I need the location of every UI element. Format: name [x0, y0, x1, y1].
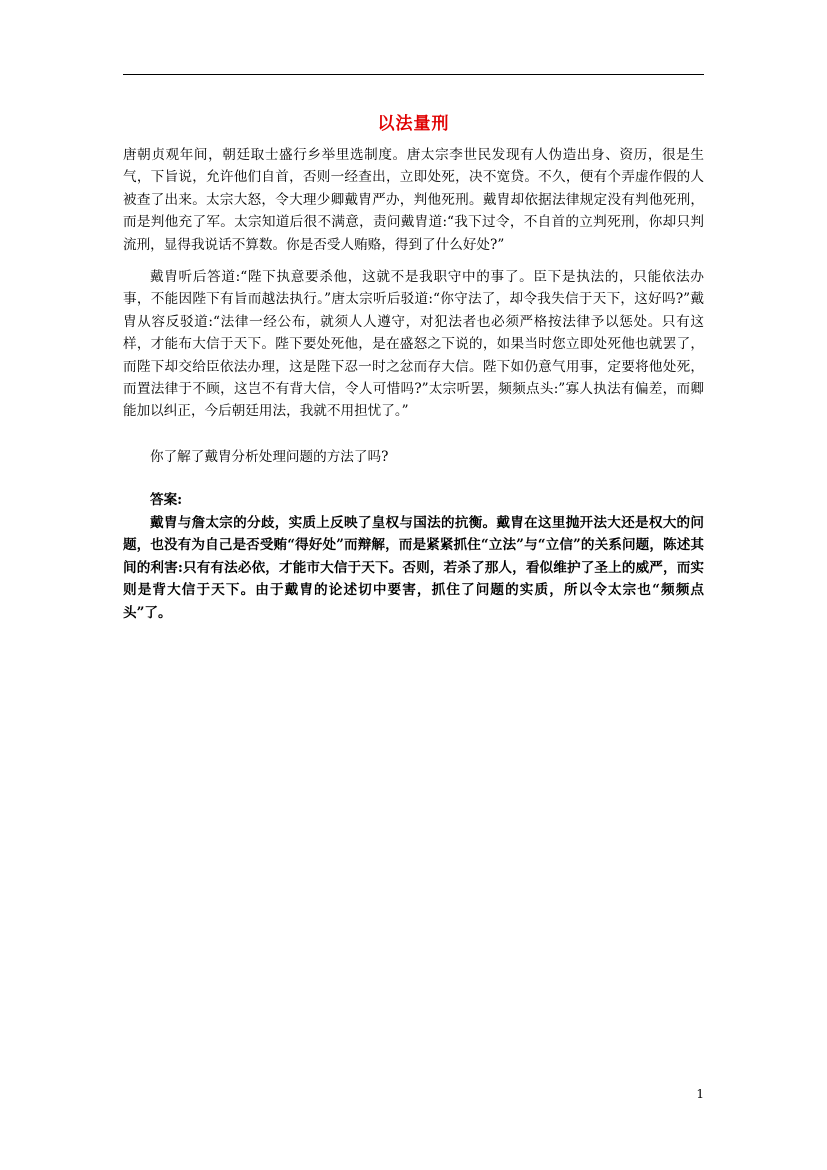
page-number: 1	[696, 1087, 704, 1101]
answer-label: 答案:	[150, 492, 183, 508]
header-rule	[123, 74, 704, 75]
question-paragraph: 你了解了戴胄分析处理问题的方法了吗?	[150, 449, 389, 465]
paragraph-2: 戴胄听后答道:“陛下执意要杀他，这就不是我职守中的事了。臣下是执法的，只能依法办事，不能因陛下有旨而越法执行。”唐太宗听后驳道:“你守法了，却令我失信于天下，这好吗?”戴胄从容反驳道:“法律一经公布，就须人人遵守，对犯法者也必须严格按法律予以惩处。只有这样，才能布大信于天下。陛下要处死他，是在盛怒之下说的，如果当时您立即处死他也就罢了，而陛下却交给臣依法办理，这是陛下忍一时之忿而存大信。陛下如仍意气用事，定要将他处死，而置法律于不顾，这岂不有背大信，令人可惜吗?”太宗听罢，频频点头:”寡人执法有偏差，而卿能加以纠正，今后朝廷用法，我就不用担忧了。”	[123, 269, 704, 420]
document-title: 以法量刑	[377, 114, 450, 134]
paragraph-1: 唐朝贞观年间，朝廷取士盛行乡举里选制度。唐太宗李世民发现有人伪造出身、资历，很是生气，下旨说，允许他们自首，否则一经查出，立即处死，决不宽贷。不久，便有个弄虚作假的人被查了出来。太宗大怒，令大理少卿戴胄严办，判他死刑。戴胄却依据法律规定没有判他死刑，而是判他充了军。太宗知道后很不满意，责问戴胄道:“我下过令，不自首的立判死刑，你却只判流刑，显得我说话不算数。你是否受人贿赂，得到了什么好处?”	[123, 147, 704, 253]
answer-text: 戴胄与詹太宗的分歧，实质上反映了皇权与国法的抗衡。戴胄在这里抛开法大还是权大的问题，也没有为自己是否受贿“得好处”而辩解，而是紧紧抓住“立法”与“立信”的关系问题，陈述其间的利害:只有有法必依，才能市大信于天下。否则，若杀了那人，看似维护了圣上的威严，而实则是背大信于天下。由于戴胄的论述切中要害，抓住了问题的实质，所以令太宗也“频频点头”了。	[123, 515, 704, 621]
